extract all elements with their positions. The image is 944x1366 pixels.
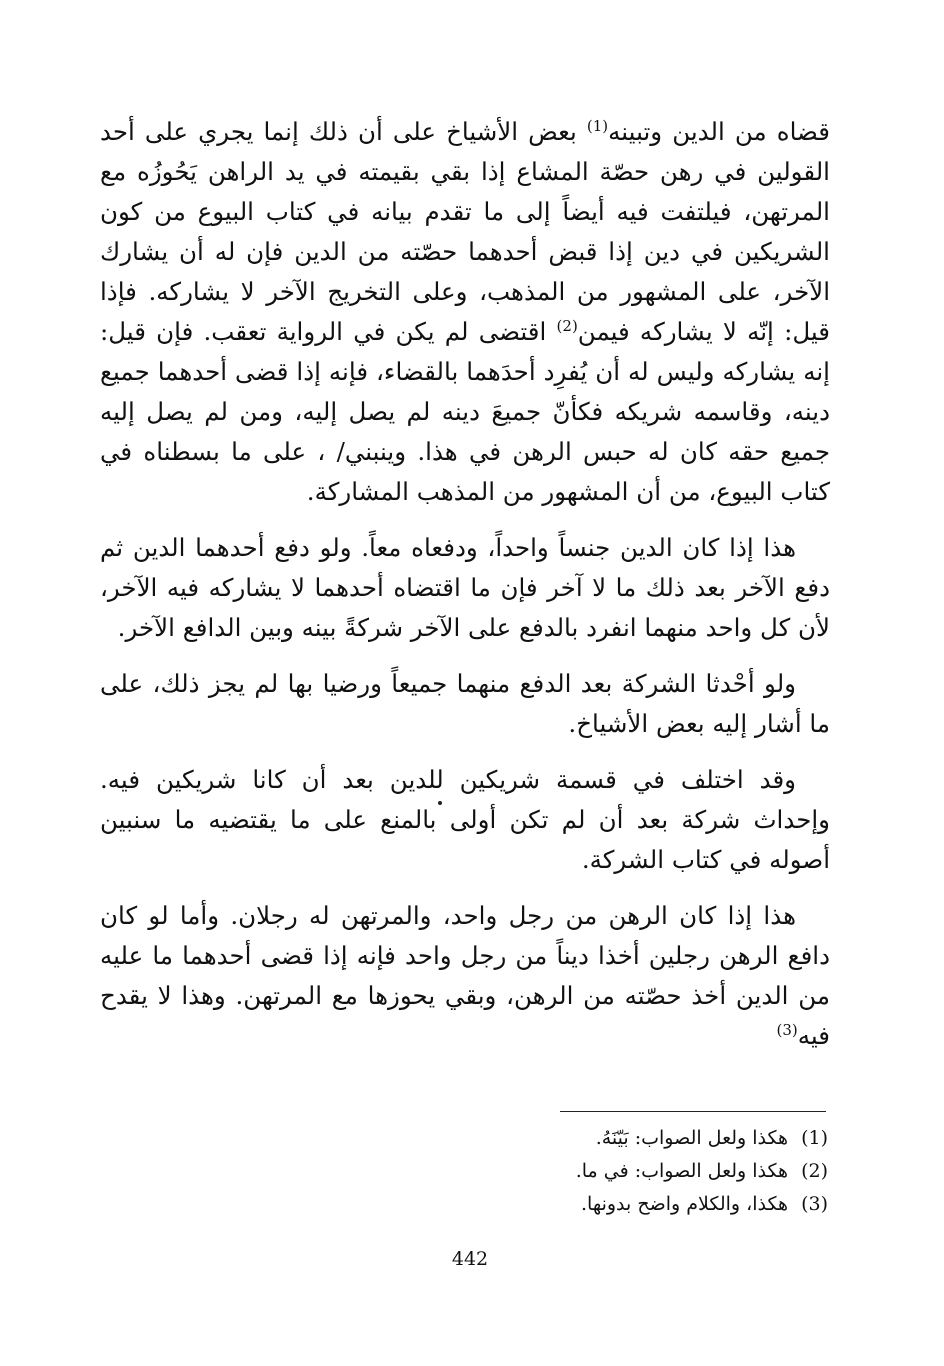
paragraph-5 xyxy=(100,896,830,1056)
footnote-divider xyxy=(560,1111,826,1112)
paragraph-1 xyxy=(100,112,830,512)
footnote-3 xyxy=(400,1188,828,1221)
footnote-number: (3) xyxy=(801,1193,828,1215)
footnote-marker-3[interactable]: (3) xyxy=(776,1021,798,1039)
footnote-number: (2) xyxy=(801,1160,828,1182)
footnotes xyxy=(400,1122,828,1221)
footnote-number: (1) xyxy=(801,1127,828,1149)
main-text xyxy=(100,112,830,1056)
footnote-text: هكذا، والكلام واضح بدونها. xyxy=(580,1193,788,1215)
footnote-2 xyxy=(400,1155,828,1188)
paragraph-3: ولو أحْدثا الشركة بعد الدفع منهما جميعاً ورضيا بها لم يجز ذلك، على ما أشار إليه بعض الأشياخ. xyxy=(100,669,830,738)
footnote-text: هكذا ولعل الصواب: بَيّنَهُ. xyxy=(595,1127,788,1149)
page-number: 442 xyxy=(451,1248,489,1270)
paragraph-1-text-b: بعض الأشياخ على أن ذلك إنما يجري على أحد القولين في رهن حصّة المشاع إذا بقي بقيمته في يد الراهن يَحُوزُه مع المرتهن، فيلتفت فيه أيضاً إلى ما تقدم بيانه في كتاب البيوع من كون الشريكين في دين إذا قبض أحدهما حصّته من الدين فإن له أن يشارك الآخر، على المشهور من المذهب، وعلى التخريج الآخر لا يشاركه. فإذا قيل: إنّه لا يشاركه فيمن xyxy=(100,117,830,346)
footnote-marker-1[interactable]: (1) xyxy=(586,117,609,135)
stray-dot xyxy=(438,801,442,805)
paragraph-4: وقد اختلف في قسمة شريكين للدين بعد أن كانا شريكين فيه. وإحداث شركة بعد أن لم تكن أولى بالمنع على ما يقتضيه ما سنبين أصوله في كتاب الشركة. xyxy=(100,765,830,874)
footnote-1 xyxy=(400,1122,828,1155)
footnote-text: هكذا ولعل الصواب: في ما. xyxy=(575,1160,788,1182)
paragraph-5-text: هذا إذا كان الرهن من رجل واحد، والمرتهن له رجلان. وأما لو كان دافع الرهن رجلين أخذا ديناً من رجل واحد فإنه إذا قضى أحدهما ما عليه من الدين أخذ حصّته من الرهن، وبقي يحوزها مع المرتهن. وهذا لا يقدح فيه xyxy=(100,901,830,1050)
paragraph-2: هذا إذا كان الدين جنساً واحداً، ودفعاه معاً. ولو دفع أحدهما الدين ثم دفع الآخر بعد ذلك ما لا آخر فإن ما اقتضاه أحدهما لا يشاركه فيه الآخر، لأن كل واحد منهما انفرد بالدفع على الآخر شركةً بينه وبين الدافع الآخر. xyxy=(100,533,830,642)
footnote-marker-2[interactable]: (2) xyxy=(556,317,578,335)
paragraph-1-text-a: قضاه من الدين وتبينه xyxy=(608,117,830,146)
paragraph-1-text-c: اقتضى لم يكن في الرواية تعقب. فإن قيل: إنه يشاركه وليس له أن يُفرِد أحدَهما بالقضاء، فإنه إذا قضى أحدهما جميع دينه، وقاسمه شريكه فكأنّ جميعَ دينه لم يصل إليه، ومن لم يصل إليه جميع حقه كان له حبس الرهن في هذا. وينبني/ ، على ما بسطناه في كتاب البيوع، من أن المشهور من المذهب المشاركة. xyxy=(100,317,830,506)
